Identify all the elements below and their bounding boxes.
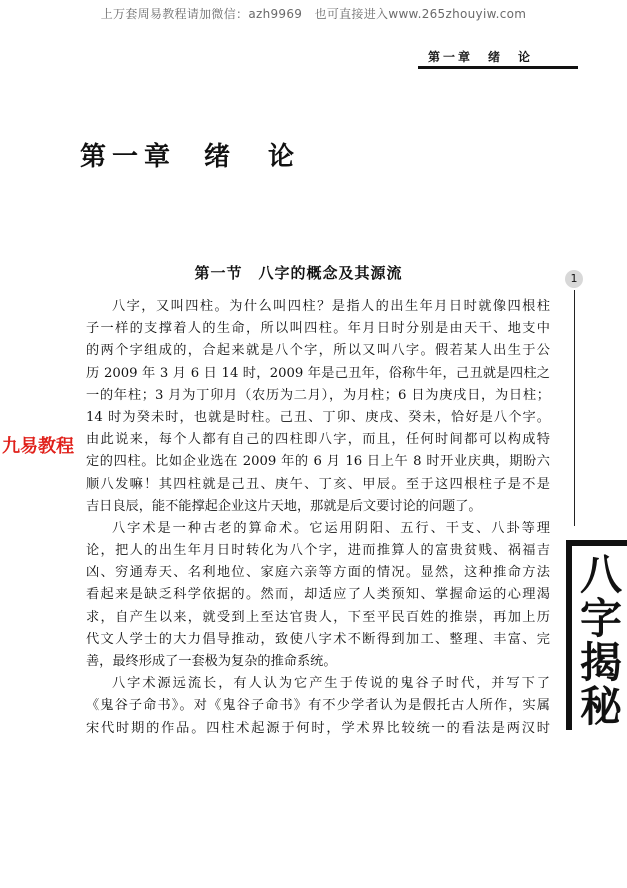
text-line: 求，自产生以来，就受到上至达官贵人，下至平民百姓的推崇，再加上历 — [86, 609, 550, 625]
text-line: 顺八发嘛！其四柱就是己丑、庚午、丁亥、甲辰。至于这四根柱子是不是 — [86, 476, 550, 492]
text-line: 《鬼谷子命书》。对《鬼谷子命书》有不少学者认为是假托古人所作，实属 — [86, 698, 550, 714]
text-line: 历 2009 年 3 月 6 日 14 时，2009 年是己丑年，俗称牛年，己丑就是四柱之 — [86, 365, 550, 381]
text-line: 论，把人的出生年月日时转化为八个字，进而推算人的富贵贫贱、祸福吉 — [86, 543, 550, 559]
text-line: 定的四柱。比如企业选在 2009 年的 6 月 16 日上午 8 时开业庆典，期盼六 — [86, 454, 550, 470]
text-line: 子一样的支撑着人的生命，所以叫四柱。年月日时分别是由天干、地支中 — [86, 321, 550, 337]
text-line: 吉日良辰，能不能撑起企业这片天地，那就是后文要讨论的问题了。 — [86, 498, 482, 514]
header-rule — [418, 66, 578, 69]
stamp-text: 九易教程 — [0, 432, 76, 458]
page-number: 1 — [565, 270, 583, 288]
text-line: 的两个字组成的，合起来就是八个字，所以又叫八字。假若某人出生于公 — [86, 343, 550, 359]
watermark-text: 上万套周易教程请加微信：azh9969 也可直接进入www.265zhouyiw.com — [100, 7, 527, 21]
text-line: 由此说来，每个人都有自己的四柱即八字，而且，任何时间都可以构成特 — [86, 432, 550, 448]
text-line: 凶、穷通寿天、名利地位、家庭六亲等方面的情况。显然，这种推命方法 — [86, 565, 550, 581]
text-line: 善，最终形成了一套极为复杂的推命系统。 — [86, 654, 337, 669]
paragraph — [86, 296, 550, 518]
text-line: 代文人学士的大力倡导推动，致使八字术不断得到加工、整理、丰富、完 — [86, 631, 550, 647]
text-line: 宋代时期的作品。四柱术起源于何时，学术界比较统一的看法是两汉时 — [86, 720, 550, 736]
text-line: 一的年柱；3 月为丁卯月（农历为二月），为月柱；6 日为庚戌日，为日柱； — [86, 387, 550, 403]
body-text — [86, 296, 550, 740]
text-line: 看起来是缺乏科学依据的。然而，却适应了人类预知、掌握命运的心理渴 — [86, 587, 550, 603]
section-title: 第一节 八字的概念及其源流 — [194, 264, 403, 282]
running-header: 第一章 绪 论 — [428, 50, 534, 64]
chapter-name: 绪 论 — [204, 142, 301, 172]
chapter-number: 第一章 — [80, 142, 177, 172]
side-rule — [574, 290, 575, 526]
text-line: 八字术源远流长，有人认为它产生于传说的鬼谷子时代，并写下了 — [112, 676, 550, 692]
text-line: 八字，又叫四柱。为什么叫四柱？是指人的出生年月日时就像四根柱 — [112, 299, 550, 314]
text-line: 八字术是一种古老的算命术。它运用阴阳、五行、干支、八卦等理 — [112, 520, 550, 536]
paragraph — [86, 518, 550, 673]
chapter-title — [80, 136, 300, 173]
text-line: 14 时为癸未时，也就是时柱。己丑、丁卯、庚戌、癸未，恰好是八个字。 — [86, 409, 550, 425]
side-book-title: 八字揭秘 — [574, 552, 623, 728]
paragraph — [86, 673, 550, 740]
